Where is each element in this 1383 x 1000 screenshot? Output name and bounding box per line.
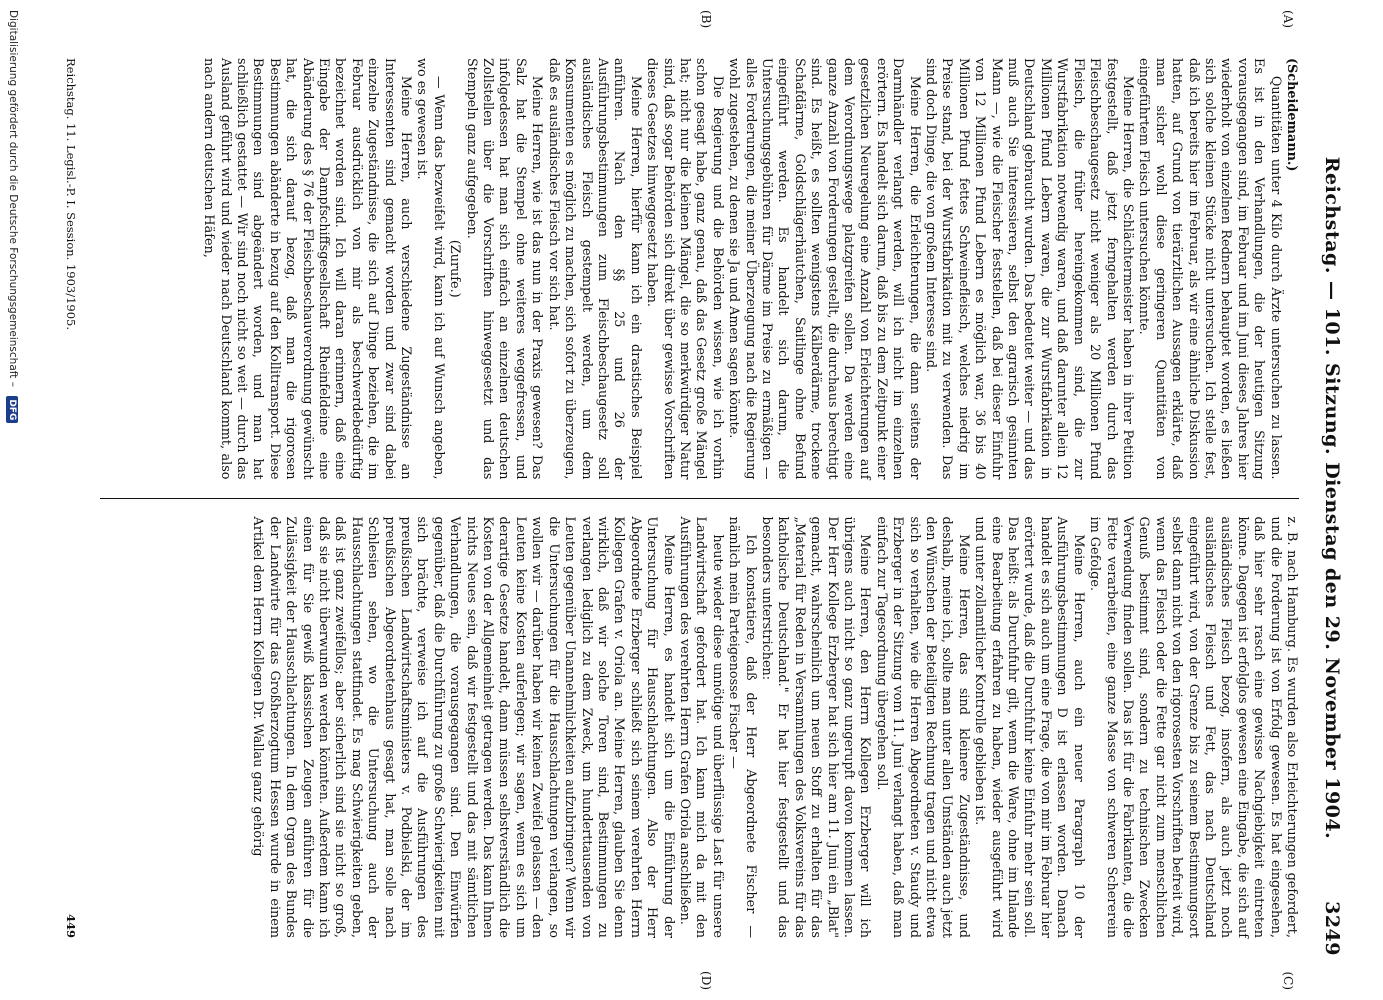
paragraph: Meine Herren, die Erleichterungen, die dann seitens der Darmhändler verlangt werden, will ich nicht im einzelnen erörtern. Es handelt sich darum, daß bis zu dem Zeitpunkt einer gesetzlichen Neuregelung eine Anzahl von Erleichterungen auf dem Verordnungswege platzgreifen sollen. Da werden eine ganze Anzahl von Forderungen gestellt, die durchaus berechtigt sind. Es heißt, es sollten wenigstens Kälberdärme, trockene Schafdärme, Goldschlägerhäutchen, Saitlinge ohne Befund eingeführt werden. Es handelt sich darum, die Untersuchungsgebühren für Därme im Preise zu ermäßigen — alles Forderungen, die meiner Überzeugung nach die Regierung wohl zugestehen, zu denen sie Ja und Amen sagen könnte. (726, 58, 922, 480)
digitization-note (6, 10, 19, 423)
quoted-paragraph: heute wieder diese unnötige und überflüssige Last für unsere Landwirtschaft gefordert hat. Ich kann mich da mit den Ausführungen des verehrten Herrn Grafen Oriola anschließen. (676, 516, 725, 938)
paragraph: Meine Herren, auch ein neuer Paragraph 10 der Ausführungsbestimmungen D ist erlassen worden. Danach handelt es sich auch um eine Frage, die von mir im Februar hier erörtert wurde, daß die Durchfuhr keine Einfuhr mehr sein soll. Das heißt: als Durchfuhr gilt, wenn die Ware, ohne im Inlande eine Bearbeitung erfahren zu haben, wieder ausgeführt wird und unter zollamtlicher Kontrolle geblieben ist. (972, 516, 1086, 938)
paragraph: Meine Herren, es handelt sich um die Einführung der Untersuchung für Hausschlachtungen. Also der Herr Abgeordnete Erzberger schließt sich seinem verehrten Herrn Kollegen Grafen v. Oriola an. Meine Herren, glauben Sie denn wirklich, daß wir solche Toren sind, Bestimmungen zu verlangen lediglich zu dem Zweck, um hunderttausenden von Leuten gegenüber Unannehmlichkeiten aufzubringen? Wenn wir die Untersuchungen für die Hausschlachtungen verlangen, so wollen wir — darüber haben wir keinen Zweifel gelassen — den Leuten keine Kosten auferlegen; wir sagen, wenn es sich um derartige Gesetze handelt, dann müssen selbstverständlich die Kosten von der Allgemeinheit getragen werden. Das kann Ihnen nichts Neues sein, daß wir festgestellt und das mit sämtlichen Verhandlungen, die vorausgegangen sind. Den Einwürfen gegenüber, daß die Durchführung zu große Schwierigkeiten mit sich brächte, verweise ich auf die Ausführungen des preußischen Landwirtschaftsministers v. Podbielski, der im preußischen Abgeordnetenhaus gesagt hat, man solle nach Schlesien sehen, wo die Untersuchung auch der Hausschlachtungen stattfindet. Es mag Schwierigkeiten geben, daß ist ganz zweifellos; aber sicherlich sind sie nicht so groß, daß sie nicht überwunden werden könnten. Außerdem kann ich einen für Sie gewiß klassischen Zeugen anführen für die Zulässigkeit der Hausschlachtungen. In dem Organ des Bundes der Landwirte für das Großherzogtum Hessen wurde in einem Artikel dem Herrn Kollegen Dr. Wallau ganz gehörig (250, 516, 676, 938)
page-header (1313, 40, 1343, 956)
dfg-logo: DFG (6, 396, 18, 423)
footer-session-info: Reichstag. 11. Legisl.-P. I. Session. 1903/1905. (64, 58, 78, 331)
paragraph: Die Regierung und die Behörden wissen, wie ich vorhin schon gesagt habe, ganz genau, daß das Gesetz große Mängel hat; nicht nur die kleinen Mängel, die so merkwürdiger Natur sind, daß sogar Behörden sich direkt über gewisse Vorschriften dieses Gesetzes hinweggesetzt haben. (644, 58, 725, 480)
speaker-name: (Scheidemann.) (1284, 58, 1299, 172)
page-title: Reichstag. — 101. Sitzung. Dienstag den 29. November 1904. (1321, 156, 1343, 840)
page-footer (60, 40, 82, 956)
page-number: 3249 (1321, 901, 1343, 956)
paragraph: Meine Herren, die Schlächtermeister haben in ihrer Petition festgestellt, daß jetzt ferngehalten werden durch das Fleischbeschaugesetz nicht weniger als 20 Millionen Pfund Fleisch, die früher hereingekommen sind, die zur Wurstfabrikation notwendig waren, und daß darunter allein 12 Millionen Pfund Lebern waren, die zur Wurstfabrikation in Deutschland gebraucht wurden. Das bedeutet weiter — und das muß auch Sie interessieren, selbst den agrarisch gesinnten Mann —, wie die Fleischer feststellen, daß bei dieser Einfuhr von 12 Millionen Pfund Lebern es möglich war, 36 bis 40 Millionen Pfund fettes Schweinefleisch, welches niedrig im Preise stand, bei der Wurstfabrikation mit zu verwenden. Das sind doch Dinge, die von großem Interesse sind. (923, 58, 1135, 480)
footer-page-number: 449 (64, 913, 78, 938)
margin-mark-c: (C) (1281, 971, 1295, 990)
paragraph: Quantitäten unter 4 Kilo durch Ärzte untersuchen zu lassen. Es ist in den Verhandlungen, die der heutigen Sitzung vorausgegangen sind, im Februar und im Juni dieses Jahres hier wiederholt von einzelnen Rednern behauptet worden, es ließen sich solche kleinen Stücke nicht untersuchen. Ich stelle fest, daß ich bereits hier im Februar, als wir eine ähnliche Diskussion hatten, auf Grund von tierärztlichen Aussagen erklärte, daß man sicher wohl diese geringeren Quantitäten von eingeführtem Fleisch untersuchen könnte. (1136, 58, 1283, 480)
margin-mark-b: (B) (699, 10, 713, 29)
margin-mark-d: (D) (699, 971, 713, 990)
quoted-paragraph: Ich konstatiere, daß der Herr Abgeordnete Fischer — nämlich mein Parteigenosse Fischer — (726, 516, 758, 938)
margin-mark-a: (A) (1281, 10, 1295, 29)
text-columns (100, 40, 1299, 956)
paragraph: Meine Herren, wie ist das nun in der Praxis gewesen? Das Salz hat die Stempel ohne weiteres weggefressen, und infolgedessen hat man sich einfach an einzelnen deutschen Zollstellen über die Vorschriften hinweggesetzt und das Stempeln ganz aufgegeben. (463, 58, 545, 480)
paragraph: Meine Herren, auch verschiedene Zugeständnisse an Interessenten sind gemacht worden und zwar sind dabei einzelne Zugeständnisse, die sich auf Dinge beziehen, die im Februar ausdrücklich von mir als beschwerdebedürftig bezeichnet worden sind. Ich will daran erinnern, daß eine Eingabe der Dampfschiffsgesellschaft Rheinfeldeine eine Abänderung des § 76 der Fleischbeschauverordnung gewünscht hat, die sich darauf bezog, daß man die rigorosen Bestimmungen abänderte in bezug auf den Kollitransport. Diese Bestimmungen sind abgeändert worden, und man hat schließlich gestattet — Wir sind noch nicht so weit — durch das Ausland geführt wird und wieder nach Deutschland kommt, also nach andern deutschen Häfen, (201, 58, 414, 480)
paragraph: Meine Herren, hierfür kann ich ein drastisches Beispiel anführen. Nach den §§ 25 und 26 der Ausführungsbestimmungen zum Fleischbeschaugesetz soll ausländisches Fleisch gestempelt werden, um dem Konsumenten es möglich zu machen, sich sofort zu überzeugen, daß es ausländisches Fleisch vor sich hat. (545, 58, 643, 480)
left-column (100, 40, 1299, 498)
paragraph: z. B. nach Hamburg. Es wurden also Erleichterungen gefordert, und die Forderung ist von Erfolg gewesen. Es hat eingesehen, daß hier sehr rasch eine gewisse Nachgiebigkeit eintreten könne. Dagegen ist erfolglos gewesen eine Eingabe, die sich auf ausländisches Fleisch bezog, insofern, als auch jetzt noch ausländisches Fleisch und Fett, das nach Deutschland eingeführt wird, von der Grenze bis zu seinem Bestimmungsort selbst dann nicht von den rigorosesten Vorschriften befreit wird, wenn das Fleisch oder die Fette gar nicht zum menschlichen Genuß bestimmt sind, sondern zu technischen Zwecken Verwendung finden sollen. Das ist für die Fabrikanten, die die Fette verarbeiten, eine ganze Masse von schweren Schererein im Gefolge. (1087, 516, 1299, 938)
right-column (100, 499, 1299, 957)
paragraph: Meine Herren, das sind kleinere Zugeständnisse, und deshalb, meine ich, sollte man unter allen Umständen auch jetzt den Wünschen der Beteiligten Rechnung tragen und nicht etwa sich so verhalten, wie die Herren Abgeordneten v. Staudy und Erzberger in der Sitzung vom 11. Juni verlangt haben, daß man einfach zur Tagesordnung übergehen soll. (873, 516, 971, 938)
digitization-note-text: Digitalisierung gefördert durch die Deutsche Forschungsgemeinschaft – (7, 10, 19, 387)
interjection: (Zurufe.) (447, 239, 463, 298)
paragraph: Meine Herren, den Herrn Kollegen Erzberger will ich übrigens auch nicht so ganz ungerupft davon kommen lassen. Der Herr Kollege Erzberger hat sich hier am 11. Juni ein „Blat" gemacht, wahrscheinlich um neuen Stoff zu erhalten für das „Material für Reden in Versammlungen des Volksvereins für das katholische Deutschland." Er hat hier festgestellt und das besonders unterstrichen: (759, 516, 873, 938)
page-body (60, 10, 1343, 990)
paragraph: — Wenn das bezweifelt wird, kann ich auf Wunsch angeben, wo es gewesen ist. (414, 58, 446, 480)
